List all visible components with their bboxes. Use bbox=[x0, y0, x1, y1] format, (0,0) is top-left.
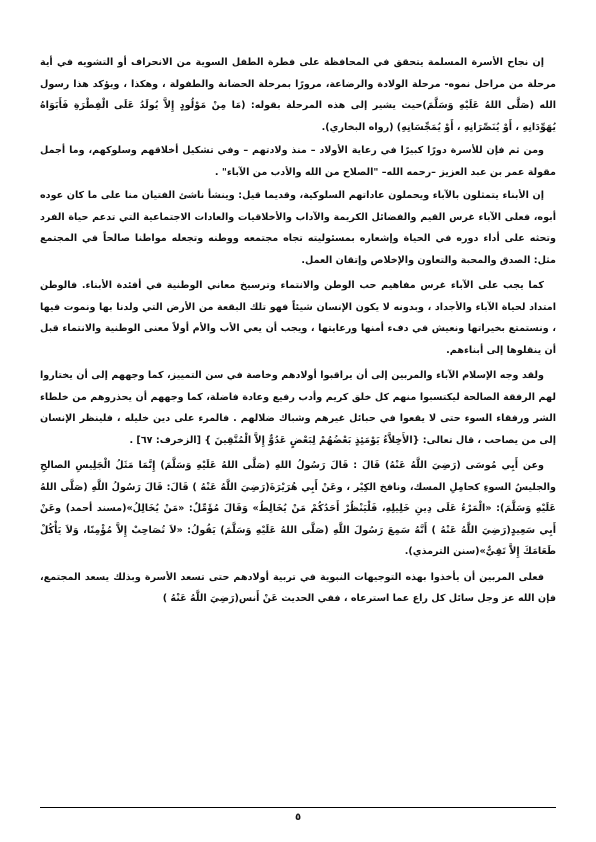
paragraph-family-success: إن نجاح الأسرة المسلمة يتحقق في المحافظة على فطرة الطفل السوية من الانحراف أو التشويه في أية مرحلة من مراحل نموه- مرحلة الولادة والرضاعة، مرورًا بمرحلة الحضانة والطفولة ، وهكذا ، ويؤكد هذا رسول الله (صَلَّى اللهُ عَلَيْهِ وَسَلَّمَ)حيث يشير إلى هذه المرحلة بقوله: (مَا مِنْ مَوْلُودٍ إِلاَّ يُولَدُ عَلَى الْفِطْرَةِ فَأَبَوَاهُ يُهَوِّدَانِهِ ، أَوْ يُنَصِّرَانِهِ ، أَوْ يُمَجِّسَانِهِ) (رواه البخاري). bbox=[40, 57, 556, 133]
paragraph-patriotism: كما يجب على الآباء غرس مفاهيم حب الوطن والانتماء وترسيخ معاني الوطنية في أفئدة الأبناء. فالوطن امتداد لحياة الآباء والأجداد ، وبدونه لا يكون الإنسان شيئاً فهو تلك البقعة من الأرض التي ولدنا بها ونموت فيها ، ونستمتع بخيراتها ونعيش في دفء أمنها ورعايتها ، ويجب أن يعي الأب والأم أولاً معنى الوطنية والانتماء قبل أن ينقلوها إلى أبناءهم. bbox=[40, 280, 556, 356]
paragraph-parents-example: إن الأبناء يتمثلون بالآباء ويحملون عاداتهم السلوكية، وقديما قيل: وينشأ ناشئ الفتيان منا على ما كان عوده أبوه، فعلى الآباء غرس القيم والفضائل الكريمة والآداب والأخلاقيات والعادات الاجتماعية التي تدعم حياة الفرد وتحثه على أداء دوره في الحياة وإشعاره بمسئوليته تجاه مجتمعه ووطنه وتجعله مواطنا صالحاً في المجتمع مثل: الصدق والمحبة والتعاون والإخلاص وإتقان العمل. bbox=[40, 190, 556, 266]
document-body bbox=[40, 52, 556, 612]
paragraph-family-role: ومن ثم فإن للأسرة دورًا كبيرًا في رعاية الأولاد – منذ ولادتهم – وفي تشكيل أخلاقهم وسلوكهم، وما أجمل مقولة عمر بن عبد العزيز –رحمه الله– "الصلاح من الله والأدب من الآباء" . bbox=[40, 145, 556, 178]
page-number: ٥ bbox=[294, 812, 302, 823]
footer-divider bbox=[40, 807, 556, 808]
paragraph-good-company: ولقد وجه الإسلام الآباء والمربين إلى أن يراقبوا أولادهم وخاصة في سن التمييز، كما وجههم إلى أن يختاروا لهم الرفقة الصالحة ليكتسبوا منهم كل خلق كريم وأدب رفيع وعادة فاضلة، كما وجههم أن يحذروهم من خلطاء الشر ورفقاء السوء حتى لا يقعوا في حبائل غيرهم وشباك ضلالهم . فالمرء على دين خليله ، فلينظر الإنسان إلى من يصاحب ، قال تعالى: {الأَخِلاَّءُ يَوْمَئِذٍ بَعْضُهُمْ لِبَعْضٍ عَدُوٌّ إِلاَّ الْمُتَّقِينَ } [الزخرف: ٦٧] . bbox=[40, 370, 556, 446]
paragraph-hadith-companion: وعن أَبِي مُوسَى (رَضِيَ اللَّهُ عَنْهُ) قَالَ : قَالَ رَسُولُ اللهِ (صَلَّى اللهُ عَلَيْهِ وَسَلَّمَ) إِنَّمَا مَثَلُ الْجَلِيسِ الصالحِ والجليسُ السوءِ كحامِلِ المسك، ونافخ الكِيْر ، وعَنْ أَبِي هُرَيْرَةَ(رَضِيَ اللَّهُ عَنْهُ ) قَالَ: قَالَ رَسُولُ اللَّهِ (صَلَّى اللهُ عَلَيْهِ وَسَلَّمَ): «الْمَرْءُ عَلَى دِينِ خَلِيلِهِ، فَلْيَنْظُرْ أَحَدُكُمْ مَنْ يُخَالِطُ» وَقَالَ مُؤَمِّلٌ: «مَنْ يُخَالِلُ»(مسند أحمد) وعَنْ أَبِي سَعِيدٍ(رَضِيَ اللَّهُ عَنْهُ ) أَنَّهُ سَمِعَ رَسُولَ اللَّهِ (صَلَّى اللهُ عَلَيْهِ وَسَلَّمَ) يَقُولُ: «لاَ تُصَاحِبْ إِلاَّ مُؤْمِنًا، وَلاَ يَأْكُلْ طَعَامَكَ إِلاَّ تَقِيٌّ»(سنن الترمذي). bbox=[40, 460, 556, 557]
paragraph-educators-duty: فعلى المربين أن يأخذوا بهذه التوجيهات النبوية في تربية أولادهم حتى تسعد الأسرة وبذلك يسعد المجتمع، فإن الله عز وجل سائل كل راع عما استرعاه ، ففي الحديث عَنْ أَنس(رَضِيَ اللَّهُ عَنْهُ ) bbox=[40, 571, 556, 604]
